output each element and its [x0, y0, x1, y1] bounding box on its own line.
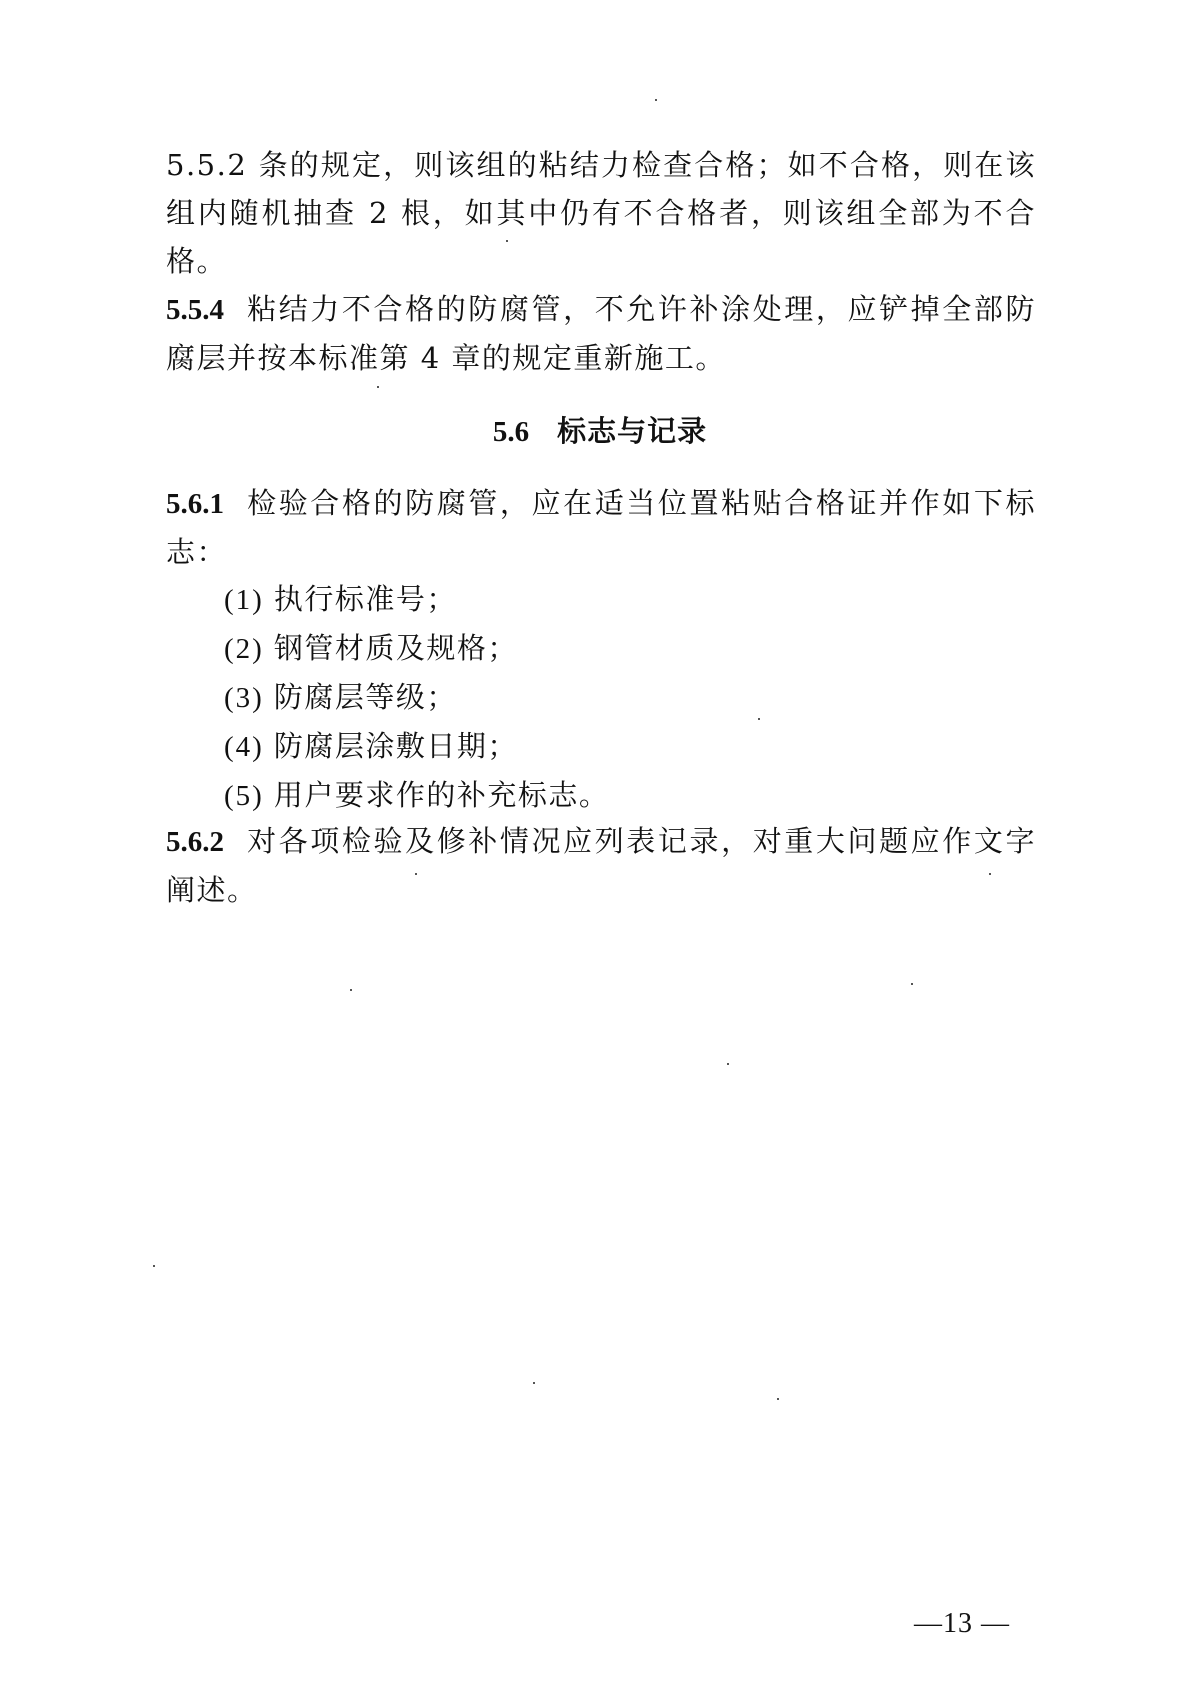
list-item: [224, 575, 984, 624]
list-item-number: (2): [224, 633, 264, 665]
scan-speck: [911, 983, 913, 985]
list-item-text: 用户要求作的补充标志。: [273, 778, 610, 812]
list-item: [224, 673, 984, 722]
section-number: 5.6: [492, 416, 530, 448]
section-heading: [0, 407, 1200, 456]
clause-5-6-1: [166, 479, 1036, 576]
list-item: [224, 624, 984, 673]
clause-number: 5.5.4: [166, 294, 224, 326]
scan-speck: [506, 240, 508, 242]
clause-5-6-2: [166, 817, 1036, 914]
list-item: [224, 771, 984, 820]
list-item-text: 防腐层等级；: [273, 680, 457, 714]
scan-speck: [377, 386, 379, 388]
scan-speck: [533, 1382, 535, 1384]
list-item-number: (4): [224, 731, 264, 763]
scan-speck: [758, 718, 760, 720]
scan-speck: [350, 989, 352, 991]
list-item: [224, 722, 984, 771]
continuation-paragraph: 5.5.2 条的规定，则该组的粘结力检查合格；如不合格，则在该组内随机抽查 2 根，如其中仍有不合格者，则该组全部为不合格。: [166, 148, 1036, 278]
list-item-text: 钢管材质及规格；: [273, 631, 518, 665]
list-item-number: (3): [224, 682, 264, 714]
scan-speck: [655, 99, 657, 101]
list-item-text: 执行标准号；: [273, 582, 457, 616]
scan-speck: [777, 1398, 779, 1400]
scan-speck: [727, 1063, 729, 1065]
list-item-number: (1): [224, 584, 264, 616]
clause-number: 5.6.1: [166, 488, 224, 520]
list-item-text: 防腐层涂敷日期；: [273, 729, 518, 763]
clause-number: 5.6.2: [166, 826, 224, 858]
scan-speck: [153, 1265, 155, 1267]
section-title: 标志与记录: [557, 414, 708, 448]
list-item-number: (5): [224, 780, 264, 812]
scan-speck: [415, 873, 417, 875]
clause-text: 检验合格的防腐管，应在适当位置粘贴合格证并作如下标志：: [166, 486, 1036, 569]
marking-list: [224, 575, 984, 820]
page-number: —13 —: [914, 1608, 1010, 1639]
clause-5-5-4: [166, 285, 1036, 382]
clause-text: 对各项检验及修补情况应列表记录，对重大问题应作文字阐述。: [166, 824, 1036, 907]
scan-speck: [989, 873, 991, 875]
clause-text: 粘结力不合格的防腐管，不允许补涂处理，应铲掉全部防腐层并按本标准第 4 章的规定重新施工。: [166, 292, 1036, 375]
